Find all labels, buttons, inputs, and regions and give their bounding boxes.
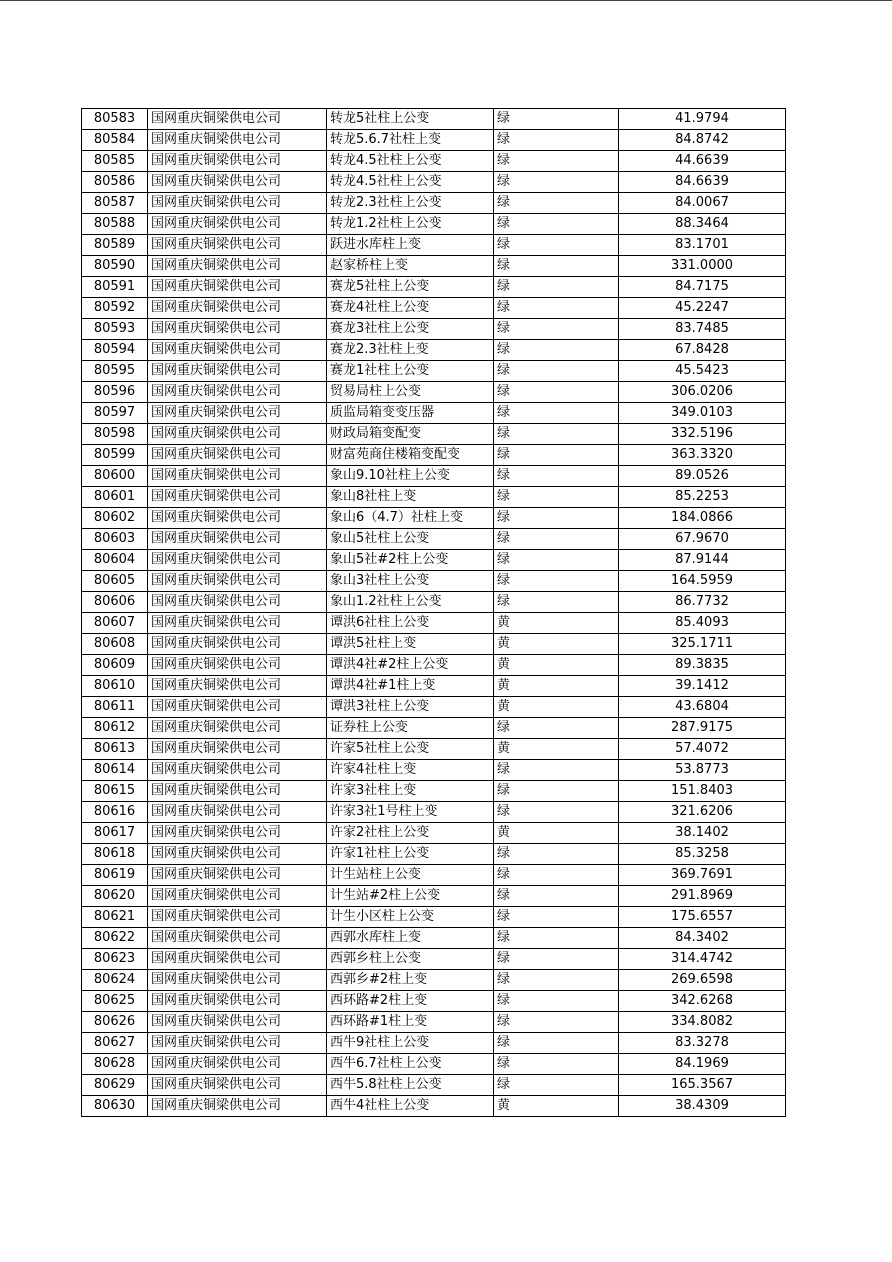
table-row — [82, 1075, 786, 1096]
company-cell: 国网重庆铜梁供电公司 — [148, 214, 327, 235]
status-cell: 绿 — [494, 1033, 619, 1054]
value-cell: 84.0067 — [619, 193, 786, 214]
transformer-name-cell: 计生小区柱上公变 — [327, 907, 494, 928]
table-row — [82, 844, 786, 865]
transformer-name-cell: 象山6（4.7）社柱上变 — [327, 508, 494, 529]
status-cell: 绿 — [494, 298, 619, 319]
transformer-name-cell: 赵家桥柱上变 — [327, 256, 494, 277]
row-id-cell: 80596 — [82, 382, 148, 403]
row-id-cell: 80592 — [82, 298, 148, 319]
value-cell: 45.2247 — [619, 298, 786, 319]
row-id-cell: 80608 — [82, 634, 148, 655]
company-cell: 国网重庆铜梁供电公司 — [148, 1096, 327, 1117]
table-row — [82, 319, 786, 340]
company-cell: 国网重庆铜梁供电公司 — [148, 382, 327, 403]
value-cell: 269.6598 — [619, 970, 786, 991]
row-id-cell: 80617 — [82, 823, 148, 844]
value-cell: 45.5423 — [619, 361, 786, 382]
company-cell: 国网重庆铜梁供电公司 — [148, 655, 327, 676]
row-id-cell: 80591 — [82, 277, 148, 298]
table-row — [82, 193, 786, 214]
value-cell: 84.8742 — [619, 130, 786, 151]
status-cell: 黄 — [494, 697, 619, 718]
transformer-name-cell: 谭洪4社#2柱上公变 — [327, 655, 494, 676]
value-cell: 85.4093 — [619, 613, 786, 634]
status-cell: 绿 — [494, 886, 619, 907]
company-cell: 国网重庆铜梁供电公司 — [148, 466, 327, 487]
value-cell: 287.9175 — [619, 718, 786, 739]
row-id-cell: 80609 — [82, 655, 148, 676]
company-cell: 国网重庆铜梁供电公司 — [148, 151, 327, 172]
company-cell: 国网重庆铜梁供电公司 — [148, 802, 327, 823]
company-cell: 国网重庆铜梁供电公司 — [148, 634, 327, 655]
company-cell: 国网重庆铜梁供电公司 — [148, 277, 327, 298]
row-id-cell: 80605 — [82, 571, 148, 592]
status-cell: 绿 — [494, 277, 619, 298]
table-row — [82, 550, 786, 571]
status-cell: 绿 — [494, 529, 619, 550]
company-cell: 国网重庆铜梁供电公司 — [148, 865, 327, 886]
company-cell: 国网重庆铜梁供电公司 — [148, 193, 327, 214]
table-row — [82, 886, 786, 907]
table-row — [82, 151, 786, 172]
value-cell: 38.1402 — [619, 823, 786, 844]
value-cell: 314.4742 — [619, 949, 786, 970]
value-cell: 53.8773 — [619, 760, 786, 781]
transformer-name-cell: 许家3社柱上变 — [327, 781, 494, 802]
table-row — [82, 718, 786, 739]
transformer-name-cell: 西郭水库柱上变 — [327, 928, 494, 949]
table-row — [82, 760, 786, 781]
status-cell: 绿 — [494, 718, 619, 739]
row-id-cell: 80622 — [82, 928, 148, 949]
row-id-cell: 80613 — [82, 739, 148, 760]
value-cell: 184.0866 — [619, 508, 786, 529]
table-row — [82, 592, 786, 613]
row-id-cell: 80595 — [82, 361, 148, 382]
row-id-cell: 80610 — [82, 676, 148, 697]
transformer-name-cell: 西牛6.7社柱上公变 — [327, 1054, 494, 1075]
status-cell: 绿 — [494, 844, 619, 865]
value-cell: 83.7485 — [619, 319, 786, 340]
table-row — [82, 970, 786, 991]
value-cell: 334.8082 — [619, 1012, 786, 1033]
transformer-name-cell: 贸易局柱上公变 — [327, 382, 494, 403]
row-id-cell: 80615 — [82, 781, 148, 802]
status-cell: 绿 — [494, 1075, 619, 1096]
table-row — [82, 1096, 786, 1117]
row-id-cell: 80620 — [82, 886, 148, 907]
company-cell: 国网重庆铜梁供电公司 — [148, 109, 327, 130]
transformer-name-cell: 象山1.2社柱上公变 — [327, 592, 494, 613]
status-cell: 绿 — [494, 109, 619, 130]
row-id-cell: 80619 — [82, 865, 148, 886]
company-cell: 国网重庆铜梁供电公司 — [148, 424, 327, 445]
row-id-cell: 80612 — [82, 718, 148, 739]
value-cell: 89.3835 — [619, 655, 786, 676]
company-cell: 国网重庆铜梁供电公司 — [148, 340, 327, 361]
table-row — [82, 172, 786, 193]
company-cell: 国网重庆铜梁供电公司 — [148, 697, 327, 718]
status-cell: 绿 — [494, 130, 619, 151]
transformer-name-cell: 谭洪3社柱上公变 — [327, 697, 494, 718]
row-id-cell: 80590 — [82, 256, 148, 277]
company-cell: 国网重庆铜梁供电公司 — [148, 613, 327, 634]
transformer-name-cell: 计生站#2柱上公变 — [327, 886, 494, 907]
value-cell: 38.4309 — [619, 1096, 786, 1117]
table-row — [82, 382, 786, 403]
company-cell: 国网重庆铜梁供电公司 — [148, 928, 327, 949]
table-row — [82, 1033, 786, 1054]
transformer-name-cell: 西郭乡柱上公变 — [327, 949, 494, 970]
value-cell: 306.0206 — [619, 382, 786, 403]
table-row — [82, 781, 786, 802]
company-cell: 国网重庆铜梁供电公司 — [148, 907, 327, 928]
transformer-name-cell: 西牛9社柱上公变 — [327, 1033, 494, 1054]
value-cell: 332.5196 — [619, 424, 786, 445]
row-id-cell: 80593 — [82, 319, 148, 340]
row-id-cell: 80623 — [82, 949, 148, 970]
status-cell: 绿 — [494, 949, 619, 970]
table-row — [82, 256, 786, 277]
row-id-cell: 80601 — [82, 487, 148, 508]
table-body — [82, 109, 786, 1117]
value-cell: 86.7732 — [619, 592, 786, 613]
status-cell: 绿 — [494, 592, 619, 613]
company-cell: 国网重庆铜梁供电公司 — [148, 970, 327, 991]
transformer-name-cell: 象山5社#2柱上公变 — [327, 550, 494, 571]
value-cell: 164.5959 — [619, 571, 786, 592]
company-cell: 国网重庆铜梁供电公司 — [148, 676, 327, 697]
transformer-name-cell: 许家4社柱上变 — [327, 760, 494, 781]
value-cell: 84.6639 — [619, 172, 786, 193]
transformer-name-cell: 财政局箱变配变 — [327, 424, 494, 445]
company-cell: 国网重庆铜梁供电公司 — [148, 298, 327, 319]
status-cell: 绿 — [494, 970, 619, 991]
row-id-cell: 80603 — [82, 529, 148, 550]
value-cell: 41.9794 — [619, 109, 786, 130]
row-id-cell: 80602 — [82, 508, 148, 529]
status-cell: 绿 — [494, 550, 619, 571]
table-row — [82, 865, 786, 886]
table-row — [82, 802, 786, 823]
row-id-cell: 80584 — [82, 130, 148, 151]
row-id-cell: 80585 — [82, 151, 148, 172]
row-id-cell: 80628 — [82, 1054, 148, 1075]
status-cell: 绿 — [494, 760, 619, 781]
status-cell: 绿 — [494, 193, 619, 214]
table-row — [82, 340, 786, 361]
value-cell: 57.4072 — [619, 739, 786, 760]
transformer-name-cell: 转龙5.6.7社柱上变 — [327, 130, 494, 151]
row-id-cell: 80600 — [82, 466, 148, 487]
company-cell: 国网重庆铜梁供电公司 — [148, 1012, 327, 1033]
status-cell: 绿 — [494, 1054, 619, 1075]
status-cell: 绿 — [494, 781, 619, 802]
transformer-name-cell: 赛龙5社柱上公变 — [327, 277, 494, 298]
value-cell: 331.0000 — [619, 256, 786, 277]
value-cell: 43.6804 — [619, 697, 786, 718]
company-cell: 国网重庆铜梁供电公司 — [148, 718, 327, 739]
value-cell: 165.3567 — [619, 1075, 786, 1096]
transformer-name-cell: 西牛5.8社柱上公变 — [327, 1075, 494, 1096]
table-row — [82, 445, 786, 466]
table-row — [82, 109, 786, 130]
company-cell: 国网重庆铜梁供电公司 — [148, 403, 327, 424]
transformer-name-cell: 西牛4社柱上公变 — [327, 1096, 494, 1117]
transformer-name-cell: 赛龙1社柱上公变 — [327, 361, 494, 382]
value-cell: 321.6206 — [619, 802, 786, 823]
company-cell: 国网重庆铜梁供电公司 — [148, 130, 327, 151]
status-cell: 绿 — [494, 1012, 619, 1033]
value-cell: 363.3320 — [619, 445, 786, 466]
status-cell: 绿 — [494, 571, 619, 592]
transformer-name-cell: 许家5社柱上公变 — [327, 739, 494, 760]
status-cell: 绿 — [494, 361, 619, 382]
value-cell: 175.6557 — [619, 907, 786, 928]
status-cell: 绿 — [494, 907, 619, 928]
company-cell: 国网重庆铜梁供电公司 — [148, 844, 327, 865]
company-cell: 国网重庆铜梁供电公司 — [148, 550, 327, 571]
row-id-cell: 80624 — [82, 970, 148, 991]
transformer-name-cell: 象山3社柱上公变 — [327, 571, 494, 592]
row-id-cell: 80594 — [82, 340, 148, 361]
company-cell: 国网重庆铜梁供电公司 — [148, 172, 327, 193]
status-cell: 绿 — [494, 508, 619, 529]
company-cell: 国网重庆铜梁供电公司 — [148, 508, 327, 529]
table-row — [82, 676, 786, 697]
row-id-cell: 80629 — [82, 1075, 148, 1096]
transformer-name-cell: 质监局箱变变压器 — [327, 403, 494, 424]
status-cell: 黄 — [494, 1096, 619, 1117]
row-id-cell: 80604 — [82, 550, 148, 571]
transformer-name-cell: 转龙2.3社柱上公变 — [327, 193, 494, 214]
transformer-name-cell: 许家3社1号柱上变 — [327, 802, 494, 823]
value-cell: 67.9670 — [619, 529, 786, 550]
table-row — [82, 949, 786, 970]
status-cell: 黄 — [494, 676, 619, 697]
value-cell: 151.8403 — [619, 781, 786, 802]
table-row — [82, 991, 786, 1012]
row-id-cell: 80616 — [82, 802, 148, 823]
value-cell: 291.8969 — [619, 886, 786, 907]
status-cell: 黄 — [494, 634, 619, 655]
value-cell: 83.1701 — [619, 235, 786, 256]
transformer-name-cell: 赛龙3社柱上公变 — [327, 319, 494, 340]
company-cell: 国网重庆铜梁供电公司 — [148, 1033, 327, 1054]
transformer-name-cell: 计生站柱上公变 — [327, 865, 494, 886]
status-cell: 绿 — [494, 445, 619, 466]
transformer-name-cell: 转龙5社柱上公变 — [327, 109, 494, 130]
company-cell: 国网重庆铜梁供电公司 — [148, 823, 327, 844]
transformer-name-cell: 象山9.10社柱上公变 — [327, 466, 494, 487]
transformer-name-cell: 象山8社柱上变 — [327, 487, 494, 508]
table-row — [82, 508, 786, 529]
value-cell: 349.0103 — [619, 403, 786, 424]
value-cell: 83.3278 — [619, 1033, 786, 1054]
transformer-name-cell: 谭洪5社柱上变 — [327, 634, 494, 655]
status-cell: 绿 — [494, 340, 619, 361]
row-id-cell: 80598 — [82, 424, 148, 445]
status-cell: 绿 — [494, 382, 619, 403]
company-cell: 国网重庆铜梁供电公司 — [148, 760, 327, 781]
table-row — [82, 1054, 786, 1075]
company-cell: 国网重庆铜梁供电公司 — [148, 781, 327, 802]
status-cell: 绿 — [494, 865, 619, 886]
page-top-border — [0, 0, 892, 1]
transformer-name-cell: 转龙4.5社柱上公变 — [327, 151, 494, 172]
table-row — [82, 424, 786, 445]
table-row — [82, 634, 786, 655]
status-cell: 绿 — [494, 403, 619, 424]
status-cell: 黄 — [494, 655, 619, 676]
row-id-cell: 80626 — [82, 1012, 148, 1033]
row-id-cell: 80607 — [82, 613, 148, 634]
row-id-cell: 80621 — [82, 907, 148, 928]
table-row — [82, 487, 786, 508]
row-id-cell: 80618 — [82, 844, 148, 865]
table-row — [82, 214, 786, 235]
value-cell: 85.2253 — [619, 487, 786, 508]
transformer-name-cell: 许家2社柱上公变 — [327, 823, 494, 844]
value-cell: 84.3402 — [619, 928, 786, 949]
company-cell: 国网重庆铜梁供电公司 — [148, 445, 327, 466]
status-cell: 黄 — [494, 613, 619, 634]
row-id-cell: 80630 — [82, 1096, 148, 1117]
company-cell: 国网重庆铜梁供电公司 — [148, 235, 327, 256]
transformer-name-cell: 谭洪6社柱上公变 — [327, 613, 494, 634]
transformer-name-cell: 西环路#1柱上变 — [327, 1012, 494, 1033]
company-cell: 国网重庆铜梁供电公司 — [148, 949, 327, 970]
table-row — [82, 361, 786, 382]
company-cell: 国网重庆铜梁供电公司 — [148, 1075, 327, 1096]
status-cell: 绿 — [494, 928, 619, 949]
row-id-cell: 80597 — [82, 403, 148, 424]
transformer-name-cell: 谭洪4社#1柱上变 — [327, 676, 494, 697]
value-cell: 87.9144 — [619, 550, 786, 571]
row-id-cell: 80588 — [82, 214, 148, 235]
transformer-name-cell: 象山5社柱上公变 — [327, 529, 494, 550]
status-cell: 绿 — [494, 235, 619, 256]
table-row — [82, 130, 786, 151]
company-cell: 国网重庆铜梁供电公司 — [148, 361, 327, 382]
row-id-cell: 80583 — [82, 109, 148, 130]
transformer-name-cell: 转龙4.5社柱上公变 — [327, 172, 494, 193]
status-cell: 绿 — [494, 256, 619, 277]
transformer-name-cell: 赛龙2.3社柱上变 — [327, 340, 494, 361]
status-cell: 绿 — [494, 172, 619, 193]
value-cell: 39.1412 — [619, 676, 786, 697]
company-cell: 国网重庆铜梁供电公司 — [148, 256, 327, 277]
row-id-cell: 80587 — [82, 193, 148, 214]
company-cell: 国网重庆铜梁供电公司 — [148, 319, 327, 340]
table-row — [82, 403, 786, 424]
value-cell: 44.6639 — [619, 151, 786, 172]
table-row — [82, 823, 786, 844]
status-cell: 绿 — [494, 487, 619, 508]
value-cell: 67.8428 — [619, 340, 786, 361]
company-cell: 国网重庆铜梁供电公司 — [148, 592, 327, 613]
value-cell: 342.6268 — [619, 991, 786, 1012]
table-row — [82, 277, 786, 298]
row-id-cell: 80599 — [82, 445, 148, 466]
company-cell: 国网重庆铜梁供电公司 — [148, 571, 327, 592]
row-id-cell: 80606 — [82, 592, 148, 613]
company-cell: 国网重庆铜梁供电公司 — [148, 991, 327, 1012]
status-cell: 绿 — [494, 424, 619, 445]
status-cell: 绿 — [494, 151, 619, 172]
company-cell: 国网重庆铜梁供电公司 — [148, 886, 327, 907]
company-cell: 国网重庆铜梁供电公司 — [148, 739, 327, 760]
transformer-name-cell: 西郭乡#2柱上变 — [327, 970, 494, 991]
value-cell: 84.7175 — [619, 277, 786, 298]
row-id-cell: 80625 — [82, 991, 148, 1012]
row-id-cell: 80586 — [82, 172, 148, 193]
row-id-cell: 80589 — [82, 235, 148, 256]
value-cell: 84.1969 — [619, 1054, 786, 1075]
transformer-name-cell: 赛龙4社柱上公变 — [327, 298, 494, 319]
value-cell: 85.3258 — [619, 844, 786, 865]
table-row — [82, 739, 786, 760]
row-id-cell: 80611 — [82, 697, 148, 718]
table-row — [82, 571, 786, 592]
table-row — [82, 1012, 786, 1033]
table-row — [82, 697, 786, 718]
status-cell: 黄 — [494, 739, 619, 760]
transformer-name-cell: 跃进水库柱上变 — [327, 235, 494, 256]
transformer-name-cell: 证券柱上公变 — [327, 718, 494, 739]
table-row — [82, 529, 786, 550]
status-cell: 绿 — [494, 466, 619, 487]
transformer-name-cell: 西环路#2柱上变 — [327, 991, 494, 1012]
data-table — [81, 108, 786, 1117]
company-cell: 国网重庆铜梁供电公司 — [148, 529, 327, 550]
table-row — [82, 655, 786, 676]
table-row — [82, 613, 786, 634]
table-row — [82, 907, 786, 928]
status-cell: 黄 — [494, 823, 619, 844]
table-row — [82, 235, 786, 256]
company-cell: 国网重庆铜梁供电公司 — [148, 487, 327, 508]
company-cell: 国网重庆铜梁供电公司 — [148, 1054, 327, 1075]
status-cell: 绿 — [494, 802, 619, 823]
status-cell: 绿 — [494, 991, 619, 1012]
status-cell: 绿 — [494, 214, 619, 235]
value-cell: 88.3464 — [619, 214, 786, 235]
status-cell: 绿 — [494, 319, 619, 340]
transformer-name-cell: 转龙1.2社柱上公变 — [327, 214, 494, 235]
table-row — [82, 928, 786, 949]
transformer-name-cell: 许家1社柱上公变 — [327, 844, 494, 865]
value-cell: 325.1711 — [619, 634, 786, 655]
row-id-cell: 80627 — [82, 1033, 148, 1054]
value-cell: 89.0526 — [619, 466, 786, 487]
table-row — [82, 466, 786, 487]
value-cell: 369.7691 — [619, 865, 786, 886]
table-row — [82, 298, 786, 319]
transformer-name-cell: 财富苑商住楼箱变配变 — [327, 445, 494, 466]
row-id-cell: 80614 — [82, 760, 148, 781]
